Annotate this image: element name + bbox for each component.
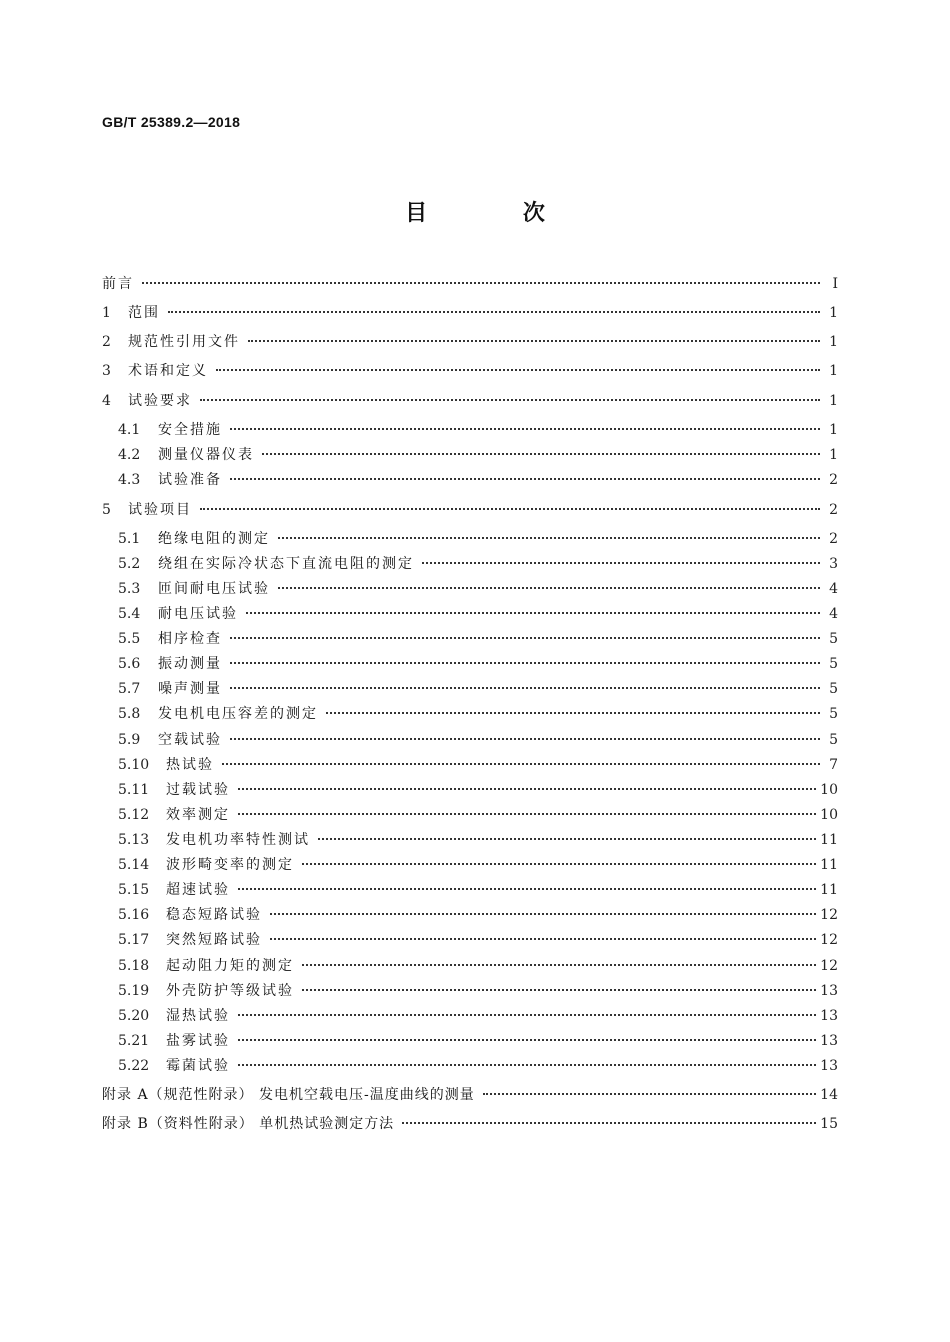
toc-entry-title: 盐雾试验 [166, 1033, 230, 1049]
toc-entry[interactable] [102, 361, 838, 381]
toc-entry-page-number: 2 [829, 531, 838, 547]
toc-entry-number: 5.1 [118, 531, 141, 547]
toc-entry[interactable] [118, 730, 838, 750]
toc-entry[interactable] [118, 554, 838, 574]
toc-dot-leader [238, 1014, 816, 1016]
toc-entry[interactable] [118, 704, 838, 724]
toc-entry[interactable] [118, 529, 838, 549]
toc-entry[interactable] [102, 391, 838, 411]
toc-dot-leader [483, 1093, 816, 1095]
toc-entry[interactable] [118, 654, 838, 674]
toc-dot-leader [262, 453, 820, 455]
toc-entry-title: 术语和定义 [128, 363, 208, 379]
toc-entry-page-number: 15 [820, 1116, 838, 1132]
toc-entry-title: 匝间耐电压试验 [158, 581, 270, 597]
toc-entry-number: 5.21 [118, 1033, 150, 1049]
toc-entry-page-number: 13 [820, 983, 838, 999]
toc-entry-title: 外壳防护等级试验 [166, 983, 294, 999]
toc-entry[interactable] [118, 981, 838, 1001]
toc-entry[interactable] [118, 1056, 838, 1076]
toc-dot-leader [402, 1122, 816, 1124]
toc-entry[interactable] [118, 930, 838, 950]
toc-entry-number: 5.2 [118, 556, 141, 572]
toc-dot-leader [238, 888, 816, 890]
toc-entry-page-number: 5 [829, 656, 838, 672]
toc-entry[interactable] [118, 956, 838, 976]
toc-entry-title: 噪声测量 [158, 681, 222, 697]
toc-entry-number: 5.7 [118, 681, 141, 697]
toc-entry-page-number: 2 [829, 502, 838, 518]
toc-entry-page-number: 13 [820, 1008, 838, 1024]
toc-entry-page-number: 7 [829, 757, 838, 773]
toc-entry-number: 4.3 [118, 472, 141, 488]
toc-dot-leader [270, 938, 816, 940]
toc-entry-title: 起动阻力矩的测定 [166, 958, 294, 974]
toc-entry-page-number: 4 [829, 581, 838, 597]
toc-dot-leader [230, 687, 820, 689]
toc-entry[interactable] [118, 855, 838, 875]
toc-entry[interactable] [118, 755, 838, 775]
toc-entry[interactable] [118, 470, 838, 490]
toc-entry-title: 波形畸变率的测定 [166, 857, 294, 873]
toc-entry-page-number: 12 [820, 958, 838, 974]
toc-entry-page-number: 10 [820, 807, 838, 823]
toc-entry[interactable] [118, 830, 838, 850]
toc-entry[interactable] [118, 445, 838, 465]
toc-entry-page-number: 4 [829, 606, 838, 622]
toc-entry-title: 相序检查 [158, 631, 222, 647]
toc-entry-page-number: 3 [829, 556, 838, 572]
toc-dot-leader [238, 1064, 816, 1066]
toc-entry-number: 5.16 [118, 907, 150, 923]
toc-entry-title: 效率测定 [166, 807, 230, 823]
toc-dot-leader [246, 612, 820, 614]
toc-entry-page-number: 1 [829, 422, 838, 438]
toc-dot-leader [230, 428, 820, 430]
toc-dot-leader [278, 587, 820, 589]
toc-entry-title: 试验要求 [128, 393, 192, 409]
toc-entry-page-number: 1 [829, 363, 838, 379]
toc-entry[interactable] [118, 420, 838, 440]
toc-entry-title: 霉菌试验 [166, 1058, 230, 1074]
toc-dot-leader [168, 311, 820, 313]
toc-entry-number: 5.11 [118, 782, 150, 798]
toc-entry[interactable] [102, 1085, 838, 1105]
toc-entry-title: 规范性引用文件 [128, 334, 240, 350]
toc-entry-number: 4.1 [118, 422, 141, 438]
toc-entry-title: 附录 A（规范性附录） 发电机空载电压-温度曲线的测量 [102, 1087, 475, 1103]
toc-entry-number: 5.20 [118, 1008, 150, 1024]
toc-dot-leader [238, 813, 816, 815]
toc-dot-leader [422, 562, 820, 564]
toc-entry-number: 2 [102, 334, 111, 350]
toc-entry[interactable] [118, 579, 838, 599]
toc-entry-title: 突然短路试验 [166, 932, 262, 948]
toc-entry-title: 空载试验 [158, 732, 222, 748]
toc-dot-leader [248, 340, 820, 342]
toc-entry-number: 5.22 [118, 1058, 150, 1074]
toc-dot-leader [230, 637, 820, 639]
toc-entry-number: 4 [102, 393, 111, 409]
toc-entry-title: 发电机电压容差的测定 [158, 706, 318, 722]
toc-entry-page-number: 1 [829, 334, 838, 350]
toc-entry-number: 5.19 [118, 983, 150, 999]
toc-entry[interactable] [118, 1031, 838, 1051]
toc-entry-title: 热试验 [166, 757, 214, 773]
toc-dot-leader [318, 838, 816, 840]
toc-entry-page-number: 1 [829, 305, 838, 321]
toc-entry-title: 前言 [102, 276, 134, 292]
toc-entry-page-number: 13 [820, 1033, 838, 1049]
toc-entry[interactable] [102, 303, 838, 323]
toc-dot-leader [230, 738, 820, 740]
toc-entry-number: 4.2 [118, 447, 141, 463]
toc-entry-title: 安全措施 [158, 422, 222, 438]
toc-entry-page-number: 12 [820, 932, 838, 948]
toc-entry[interactable] [118, 604, 838, 624]
toc-dot-leader [230, 478, 820, 480]
toc-dot-leader [302, 989, 816, 991]
toc-entry-title: 发电机功率特性测试 [166, 832, 310, 848]
toc-entry-title: 稳态短路试验 [166, 907, 262, 923]
toc-entry[interactable] [118, 1006, 838, 1026]
toc-dot-leader [302, 964, 816, 966]
toc-entry-number: 5.12 [118, 807, 150, 823]
toc-title: 目 次 [405, 201, 589, 226]
toc-dot-leader [278, 537, 820, 539]
toc-entry-page-number: 1 [829, 447, 838, 463]
toc-entry[interactable] [102, 332, 838, 352]
toc-entry-page-number: 10 [820, 782, 838, 798]
toc-entry[interactable] [102, 500, 838, 520]
toc-entry-page-number: Ⅰ [832, 276, 838, 292]
toc-dot-leader [230, 662, 820, 664]
toc-entry-title: 绝缘电阻的测定 [158, 531, 270, 547]
toc-entry-number: 5 [102, 502, 111, 518]
toc-entry-page-number: 5 [829, 681, 838, 697]
toc-entry[interactable] [102, 1114, 838, 1134]
toc-entry-page-number: 11 [820, 857, 838, 873]
toc-dot-leader [326, 712, 820, 714]
toc-entry-page-number: 1 [829, 393, 838, 409]
toc-entry-number: 5.8 [118, 706, 141, 722]
toc-dot-leader [200, 508, 820, 510]
toc-entry-title: 超速试验 [166, 882, 230, 898]
toc-entry[interactable] [118, 880, 838, 900]
toc-entry[interactable] [118, 905, 838, 925]
toc-entry-number: 5.4 [118, 606, 141, 622]
toc-entry-page-number: 5 [829, 706, 838, 722]
toc-entry-number: 5.3 [118, 581, 141, 597]
toc-entry-page-number: 5 [829, 732, 838, 748]
toc-entry-title: 振动测量 [158, 656, 222, 672]
toc-entry[interactable] [102, 274, 838, 294]
toc-entry-title: 绕组在实际冷状态下直流电阻的测定 [158, 556, 414, 572]
toc-entry-page-number: 14 [820, 1087, 838, 1103]
toc-entry-title: 湿热试验 [166, 1008, 230, 1024]
toc-entry-page-number: 5 [829, 631, 838, 647]
toc-dot-leader [200, 399, 820, 401]
toc-dot-leader [302, 863, 816, 865]
toc-entry-title: 耐电压试验 [158, 606, 238, 622]
toc-entry-title: 试验项目 [128, 502, 192, 518]
toc-entry[interactable] [118, 629, 838, 649]
toc-dot-leader [270, 913, 816, 915]
toc-dot-leader [216, 369, 820, 371]
toc-dot-leader [238, 788, 816, 790]
toc-entry-page-number: 13 [820, 1058, 838, 1074]
toc-entry-page-number: 11 [820, 882, 838, 898]
toc-entry-number: 5.17 [118, 932, 150, 948]
toc-entry-number: 5.14 [118, 857, 150, 873]
toc-entry-number: 5.5 [118, 631, 141, 647]
toc-entry-number: 5.13 [118, 832, 150, 848]
toc-entry-number: 5.10 [118, 757, 150, 773]
toc-entry[interactable] [118, 679, 838, 699]
toc-entry-title: 附录 B（资料性附录） 单机热试验测定方法 [102, 1116, 395, 1132]
toc-entry-number: 3 [102, 363, 111, 379]
toc-entry-page-number: 11 [820, 832, 838, 848]
toc-entry-number: 5.9 [118, 732, 141, 748]
toc-entry[interactable] [118, 780, 838, 800]
toc-entry-page-number: 12 [820, 907, 838, 923]
toc-dot-leader [238, 1039, 816, 1041]
toc-entry-page-number: 2 [829, 472, 838, 488]
toc-entry-title: 过载试验 [166, 782, 230, 798]
toc-entry-number: 5.15 [118, 882, 150, 898]
toc-entry-title: 测量仪器仪表 [158, 447, 254, 463]
toc-dot-leader [222, 763, 820, 765]
toc-entry-number: 5.18 [118, 958, 150, 974]
toc-entry-title: 试验准备 [158, 472, 222, 488]
toc-entry-number: 1 [102, 305, 111, 321]
standard-code: GB/T 25389.2—2018 [102, 114, 241, 130]
toc-entry-title: 范围 [128, 305, 160, 321]
toc-dot-leader [142, 282, 820, 284]
toc-entry[interactable] [118, 805, 838, 825]
toc-entry-number: 5.6 [118, 656, 141, 672]
